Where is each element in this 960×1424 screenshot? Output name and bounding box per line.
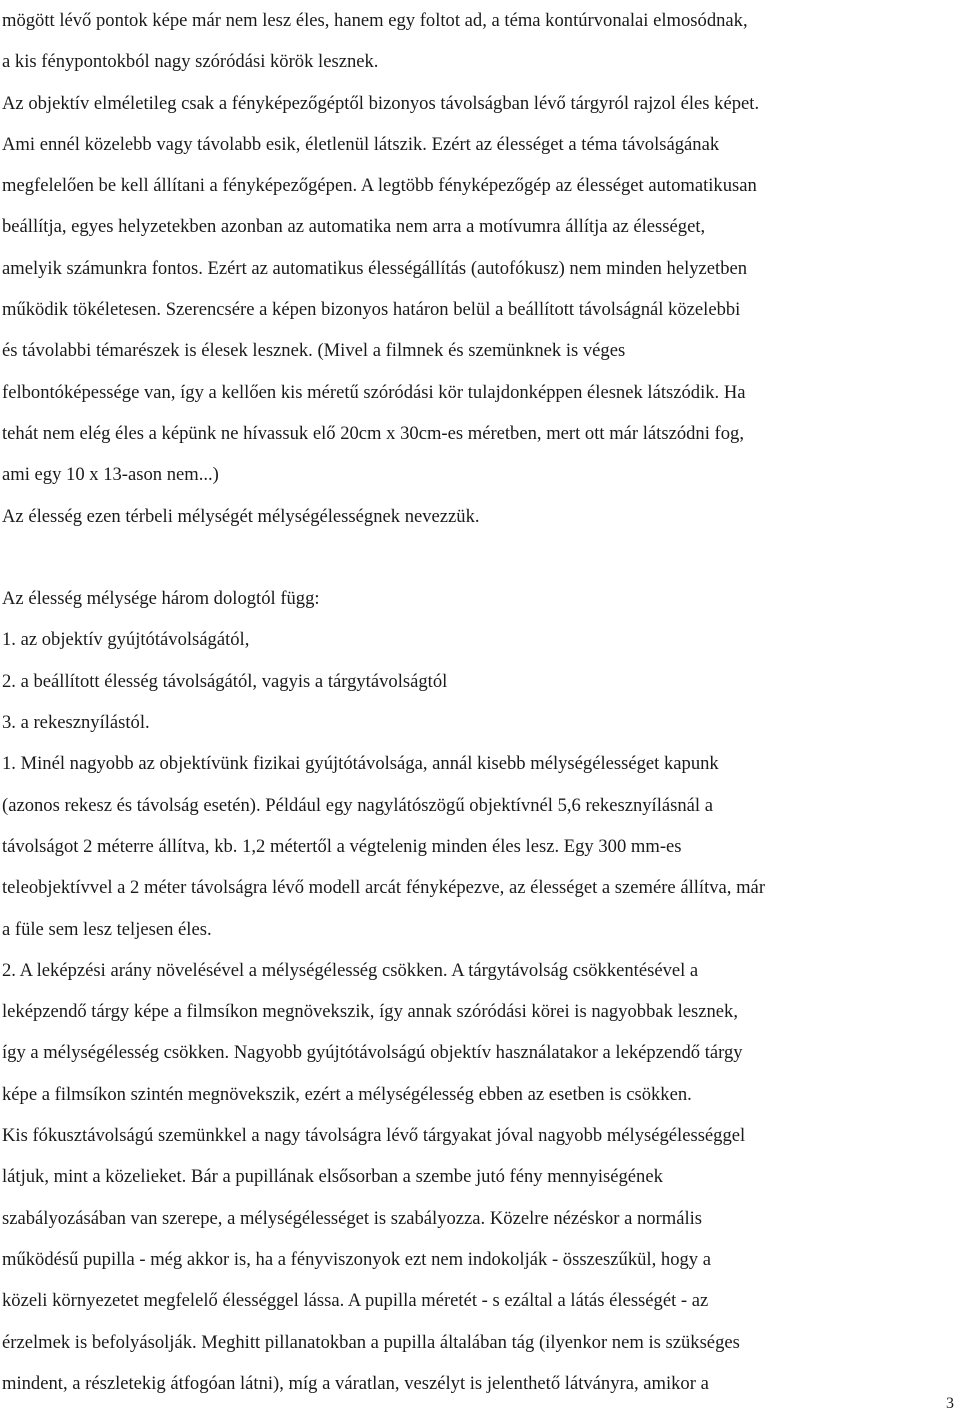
text-line: és távolabbi témarészek is élesek lesznek. (Mivel a filmnek és szemünknek is véges <box>2 340 626 362</box>
body-text <box>2 0 958 1404</box>
text-line: közeli környezetet megfelelő élességgel lássa. A pupilla méretét - s ezáltal a látás élességét - az <box>2 1290 709 1312</box>
blank-line <box>2 537 958 578</box>
text-line: teleobjektívvel a 2 méter távolságra lévő modell arcát fényképezve, az élességet a szemére állítva, már <box>2 877 766 899</box>
text-line: 1. Minél nagyobb az objektívünk fizikai gyújtótávolsága, annál kisebb mélységélességet kapunk <box>2 753 719 775</box>
text-line: beállítja, egyes helyzetekben azonban az automatika nem arra a motívumra állítja az élességet, <box>2 216 706 238</box>
text-line: Az objektív elméletileg csak a fényképezőgéptől bizonyos távolságban lévő tárgyról rajzol éles képet. <box>2 92 760 114</box>
text-line: érzelmek is befolyásolják. Meghitt pillanatokban a pupilla általában tág (ilyenkor nem is szükséges <box>2 1331 740 1353</box>
list-item: 3. a rekesznyílástól. <box>2 712 150 734</box>
text-line: működésű pupilla - még akkor is, ha a fényviszonyok ezt nem indokolják - összeszűkül, hogy a <box>2 1248 711 1270</box>
text-line: Kis fókusztávolságú szemünkkel a nagy távolságra lévő tárgyakat jóval nagyobb mélységélességgel <box>2 1125 746 1147</box>
text-line: 2. A leképzési arány növelésével a mélységélesség csökken. A tárgytávolság csökkentésével a <box>2 959 699 981</box>
text-line: a kis fénypontokból nagy szóródási körök lesznek. <box>2 51 379 73</box>
text-line: tehát nem elég éles a képünk ne hívassuk elő 20cm x 30cm-es méretben, mert ott már látszódni fog, <box>2 422 744 444</box>
text-line: (azonos rekesz és távolság esetén). Például egy nagylátószögű objektívnél 5,6 rekesznyílásnál a <box>2 794 713 816</box>
page-number: 3 <box>946 1395 954 1412</box>
list-item: 2. a beállított élesség távolságától, vagyis a tárgytávolságtól <box>2 670 448 692</box>
text-line: megfelelően be kell állítani a fényképezőgépen. A legtöbb fényképezőgép az élességet automatikusan <box>2 175 757 197</box>
text-line: Ami ennél közelebb vagy távolabb esik, életlenül látszik. Ezért az élességet a téma távolságának <box>2 133 720 155</box>
list-item: 1. az objektív gyújtótávolságától, <box>2 629 250 651</box>
text-line: mögött lévő pontok képe már nem lesz éles, hanem egy foltot ad, a téma kontúrvonalai elmosódnak, <box>2 10 748 31</box>
document-page <box>2 0 958 1404</box>
text-line: amelyik számunkra fontos. Ezért az automatikus élességállítás (autofókusz) nem minden helyzetben <box>2 257 748 279</box>
text-line: szabályozásában van szerepe, a mélységélességet is szabályozza. Közelre nézéskor a normális <box>2 1207 703 1229</box>
text-line: működik tökéletesen. Szerencsére a képen bizonyos határon belül a beállított távolságnál közelebbi <box>2 299 741 321</box>
text-line: felbontóképessége van, így a kellően kis méretű szóródási kör tulajdonképpen élesnek látszódik. Ha <box>2 381 746 403</box>
text-line: a füle sem lesz teljesen éles. <box>2 918 212 940</box>
text-line: képe a filmsíkon szintén megnövekszik, ezért a mélységélesség ebben az esetben is csökken. <box>2 1083 692 1105</box>
text-line: látjuk, mint a közelieket. Bár a pupillának elsősorban a szembe jutó fény mennyiségének <box>2 1166 663 1188</box>
text-line: mindent, a részletekig átfogóan látni), míg a váratlan, veszélyt is jelenthető látványra, amikor a <box>2 1372 709 1394</box>
text-line: így a mélységélesség csökken. Nagyobb gyújtótávolságú objektív használatakor a leképzendő tárgy <box>2 1042 743 1064</box>
text-line: Az élesség mélysége három dologtól függ: <box>2 588 320 610</box>
text-line: távolságot 2 méterre állítva, kb. 1,2 métertől a végtelenig minden éles lesz. Egy 300 mm-es <box>2 835 682 857</box>
text-line: leképzendő tárgy képe a filmsíkon megnövekszik, így annak szóródási körei is nagyobbak lesznek, <box>2 1001 738 1023</box>
text-line: Az élesség ezen térbeli mélységét mélységélességnek nevezzük. <box>2 505 480 527</box>
text-line: ami egy 10 x 13-ason nem...) <box>2 464 219 486</box>
